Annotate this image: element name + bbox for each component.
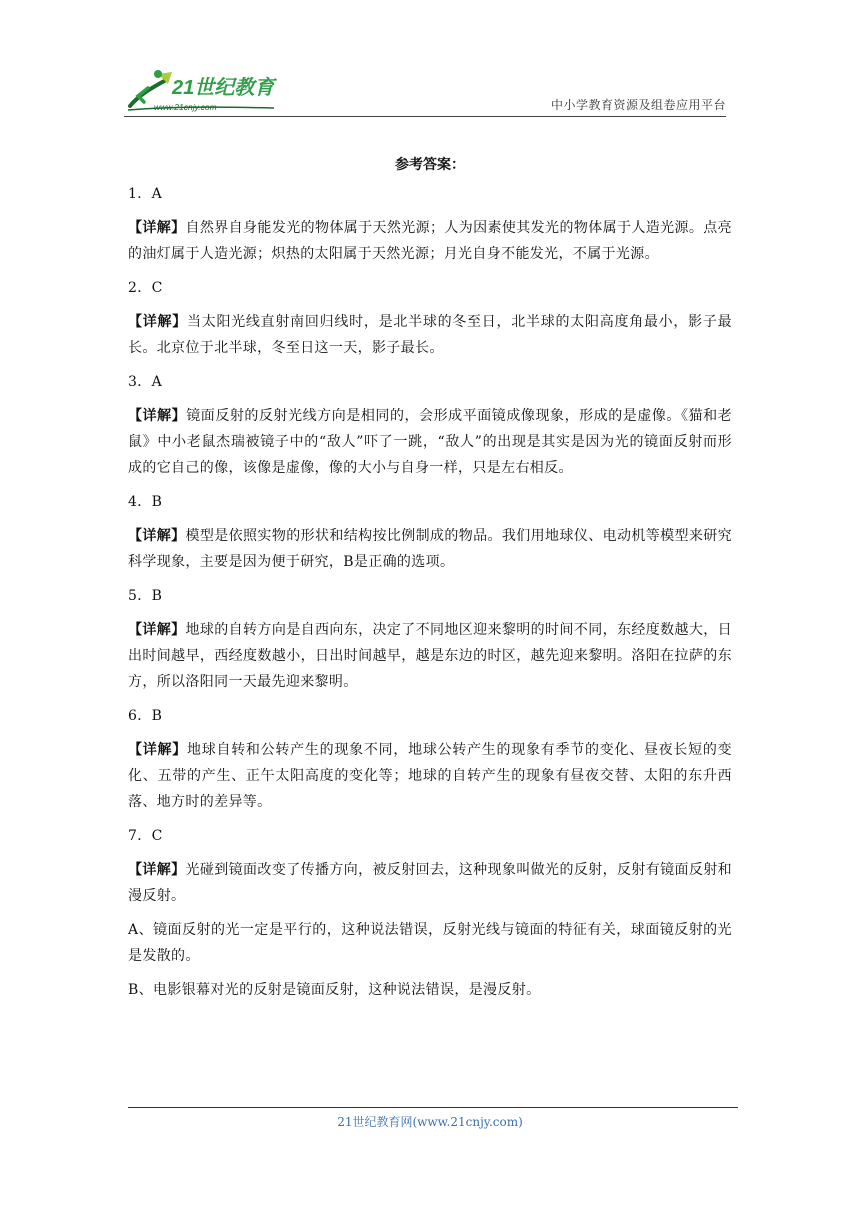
answer-list [128, 181, 732, 1011]
explanation-tag: 【详解】 [128, 528, 186, 544]
explanation [128, 523, 732, 575]
explanation-text: 光碰到镜面改变了传播方向，被反射回去，这种现象叫做光的反射，反射有镜面反射和漫反射。 [128, 862, 732, 904]
footer-link[interactable]: 21世纪教育网(www.21cnjy.com) [337, 1115, 523, 1129]
explanation-tag: 【详解】 [128, 622, 186, 638]
explanation-tag: 【详解】 [128, 220, 186, 236]
logo-url-text: www.21cnjy.com [154, 102, 217, 112]
answer-item-3 [128, 369, 732, 481]
explanation-option-a: A、镜面反射的光一定是平行的，这种说法错误，反射光线与镜面的特征有关，球面镜反射的光是发散的。 [128, 922, 732, 964]
answer-label: 3．A [128, 374, 163, 390]
explanation-text: 地球的自转方向是自西向东，决定了不同地区迎来黎明的时间不同，东经度数越大，日出时间越早，西经度数越小，日出时间越早，越是东边的时区，越先迎来黎明。洛阳在拉萨的东方，所以洛阳同一天最先迎来黎明。 [128, 622, 732, 690]
explanation-text: 镜面反射的反射光线方向是相同的，会形成平面镜成像现象，形成的是虚像。《猫和老鼠》中小老鼠杰瑞被镜子中的“敌人”吓了一跳，“敌人”的出现是其实是因为光的镜面反射而形成的它自己的像，该像是虚像，像的大小与自身一样，只是左右相反。 [128, 408, 732, 476]
explanation-text: 地球自转和公转产生的现象不同，地球公转产生的现象有季节的变化、昼夜长短的变化、五带的产生、正午太阳高度的变化等；地球的自转产生的现象有昼夜交替、太阳的东升西落、地方时的差异等。 [128, 742, 732, 810]
explanation [128, 403, 732, 481]
answer-label: 5．B [128, 588, 163, 604]
page-title: 参考答案： [395, 157, 465, 173]
answer-label: 1．A [128, 186, 163, 202]
header-slogan: 中小学教育资源及组卷应用平台 [550, 98, 726, 112]
explanation [128, 309, 732, 361]
logo-main-text: 21世纪教育 [172, 77, 275, 99]
explanation [128, 215, 732, 267]
answer-item-2 [128, 275, 732, 361]
answer-item-6 [128, 703, 732, 815]
page-header [124, 62, 726, 118]
explanation-text: 模型是依照实物的形状和结构按比例制成的物品。我们用地球仪、电动机等模型来研究科学现象，主要是因为便于研究，B是正确的选项。 [128, 528, 732, 570]
footer-divider [128, 1107, 738, 1108]
explanation [128, 857, 732, 909]
explanation-tag: 【详解】 [128, 862, 186, 878]
explanation [128, 617, 732, 695]
explanation-option-b: B、电影银幕对光的反射是镜面反射，这种说法错误，是漫反射。 [128, 982, 541, 998]
explanation-text: 自然界自身能发光的物体属于天然光源；人为因素使其发光的物体属于人造光源。点亮的油灯属于人造光源；炽热的太阳属于天然光源；月光自身不能发光，不属于光源。 [128, 220, 732, 262]
answer-label: 7．C [128, 828, 163, 844]
explanation [128, 737, 732, 815]
answer-label: 6．B [128, 708, 163, 724]
answer-label: 2．C [128, 280, 163, 296]
answer-label: 4．B [128, 494, 163, 510]
header-divider [124, 116, 726, 117]
explanation-text: 当太阳光线直射南回归线时，是北半球的冬至日，北半球的太阳高度角最小，影子最长。北京位于北半球，冬至日这一天，影子最长。 [128, 314, 732, 356]
answer-item-5 [128, 583, 732, 695]
explanation-tag: 【详解】 [128, 408, 187, 424]
logo-21cnjy [124, 66, 294, 114]
explanation-tag: 【详解】 [128, 314, 187, 330]
answer-item-4 [128, 489, 732, 575]
explanation-tag: 【详解】 [128, 742, 187, 758]
answer-item-7 [128, 823, 732, 1003]
answer-item-1 [128, 181, 732, 267]
